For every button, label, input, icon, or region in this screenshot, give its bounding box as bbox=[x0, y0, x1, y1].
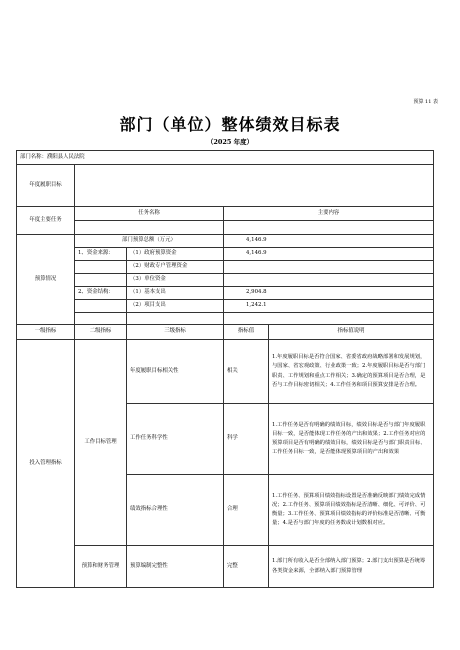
fund-structure-item-value: 1,242.1 bbox=[224, 300, 434, 313]
level3-indicator: 工作任务科学性 bbox=[127, 404, 224, 475]
budget-total-value: 4,146.9 bbox=[224, 235, 434, 248]
empty-cell bbox=[75, 300, 127, 313]
budget-empty-row bbox=[17, 313, 434, 325]
level1-indicator: 投入管理指标 bbox=[17, 340, 75, 588]
empty-cell bbox=[127, 313, 224, 325]
level3-indicator: 绩效指标合理性 bbox=[127, 475, 224, 546]
level2-indicator: 预算和财务管理 bbox=[75, 546, 127, 588]
level3-indicator: 预算编制完整性 bbox=[127, 546, 224, 588]
level3-indicator: 年度履职目标相关性 bbox=[127, 340, 224, 404]
header-level2: 二级指标 bbox=[75, 325, 127, 340]
task-row bbox=[17, 221, 434, 235]
fund-source-item-value bbox=[224, 274, 434, 287]
form-number: 预算 11 表 bbox=[413, 99, 438, 105]
task-header-row bbox=[17, 207, 434, 221]
budget-total-label: 部门预算总额（万元） bbox=[75, 235, 224, 248]
budget-src-row bbox=[17, 261, 434, 274]
indicator-value: 相关 bbox=[224, 340, 269, 404]
annual-goal-label: 年度履职目标 bbox=[17, 165, 75, 207]
budget-use-row bbox=[17, 300, 434, 313]
fund-structure-item-label: （2）项目支出 bbox=[127, 300, 224, 313]
fund-source-item-label: （2）财政专户管理资金 bbox=[127, 261, 224, 274]
fund-source-label: 1、资金来源： bbox=[75, 248, 127, 261]
annual-goal-row bbox=[17, 165, 434, 207]
indicator-description: 1.部门所有收入是否全部纳入部门预算；2.部门支出预算是否统筹各类资金来源，全部纳入部门预算管理 bbox=[269, 546, 434, 588]
budget-src-row bbox=[17, 274, 434, 287]
indicator-description: 1.年度履职目标是否符合国家、省委省政府战略部署和发展规划，与国家、省宏观政策、行业政策一致；2.年度履职目标是否与部门职责、工作规划和重点工作相关；3.确定的预算项目是否合理，是否与工作目标密切相关；4.工作任务和项目预算安排是否合理。 bbox=[269, 340, 434, 404]
fund-source-item-value: 4,146.9 bbox=[224, 248, 434, 261]
indicator-value: 科学 bbox=[224, 404, 269, 475]
fiscal-year: （2025 年度） bbox=[206, 138, 254, 146]
indicator-header-row bbox=[17, 325, 434, 340]
budget-total-row bbox=[17, 235, 434, 248]
budget-section-label: 预算情况 bbox=[17, 235, 75, 325]
dept-name: 部门名称：濮阳县人民法院 bbox=[17, 151, 434, 165]
indicator-description: 1.工作任务是否有明确的绩效目标，绩效目标是否与部门年度履职目标一致，是否能体现工作任务的产出和效果；2.工作任务对应的预算项目是否有明确的绩效目标，绩效目标是否与部门职责目标、工作任务目标一致，是否能体现预算项目的产出和效果 bbox=[269, 404, 434, 475]
budget-src-row bbox=[17, 248, 434, 261]
budget-use-row bbox=[17, 287, 434, 300]
goal-table bbox=[16, 150, 434, 588]
fund-structure-item-value: 2,904.8 bbox=[224, 287, 434, 300]
indicator-value: 合理 bbox=[224, 475, 269, 546]
dept-row bbox=[17, 151, 434, 165]
main-content-header: 主要内容 bbox=[224, 207, 434, 221]
empty-cell bbox=[75, 261, 127, 274]
header-value-desc: 指标值说明 bbox=[269, 325, 434, 340]
indicator-value: 完整 bbox=[224, 546, 269, 588]
level2-indicator: 工作目标管理 bbox=[75, 340, 127, 546]
task-name-header: 任务名称 bbox=[75, 207, 224, 221]
fund-structure-label: 2、资金结构： bbox=[75, 287, 127, 300]
fund-structure-item-label: （1）基本支出 bbox=[127, 287, 224, 300]
empty-cell bbox=[224, 313, 434, 325]
task-content-cell bbox=[224, 221, 434, 235]
indicator-row bbox=[17, 340, 434, 404]
main-task-label: 年度主要任务 bbox=[17, 207, 75, 235]
fund-source-item-label: （1）政府预算资金 bbox=[127, 248, 224, 261]
header-value: 指标值 bbox=[224, 325, 269, 340]
fund-source-item-label: （3）单位资金 bbox=[127, 274, 224, 287]
annual-goal-value bbox=[75, 165, 434, 207]
empty-cell bbox=[75, 274, 127, 287]
fund-source-item-value bbox=[224, 261, 434, 274]
indicator-description: 1.工作任务、预算项目绩效指标设置是否准确反映部门绩效完成情况；2.工作任务、预算项目绩效指标是否清晰、细化、可评价、可衡量；3.工作任务、预算项目绩效指标的评价标准是否清晰、可衡量；4.是否与部门年度的任务数或计划数相对应。 bbox=[269, 475, 434, 546]
task-name-cell bbox=[75, 221, 224, 235]
empty-cell bbox=[75, 313, 127, 325]
header-level3: 三级指标 bbox=[127, 325, 224, 340]
indicator-row bbox=[17, 546, 434, 588]
header-level1: 一级指标 bbox=[17, 325, 75, 340]
page-title: 部门（单位）整体绩效目标表 bbox=[119, 115, 341, 134]
